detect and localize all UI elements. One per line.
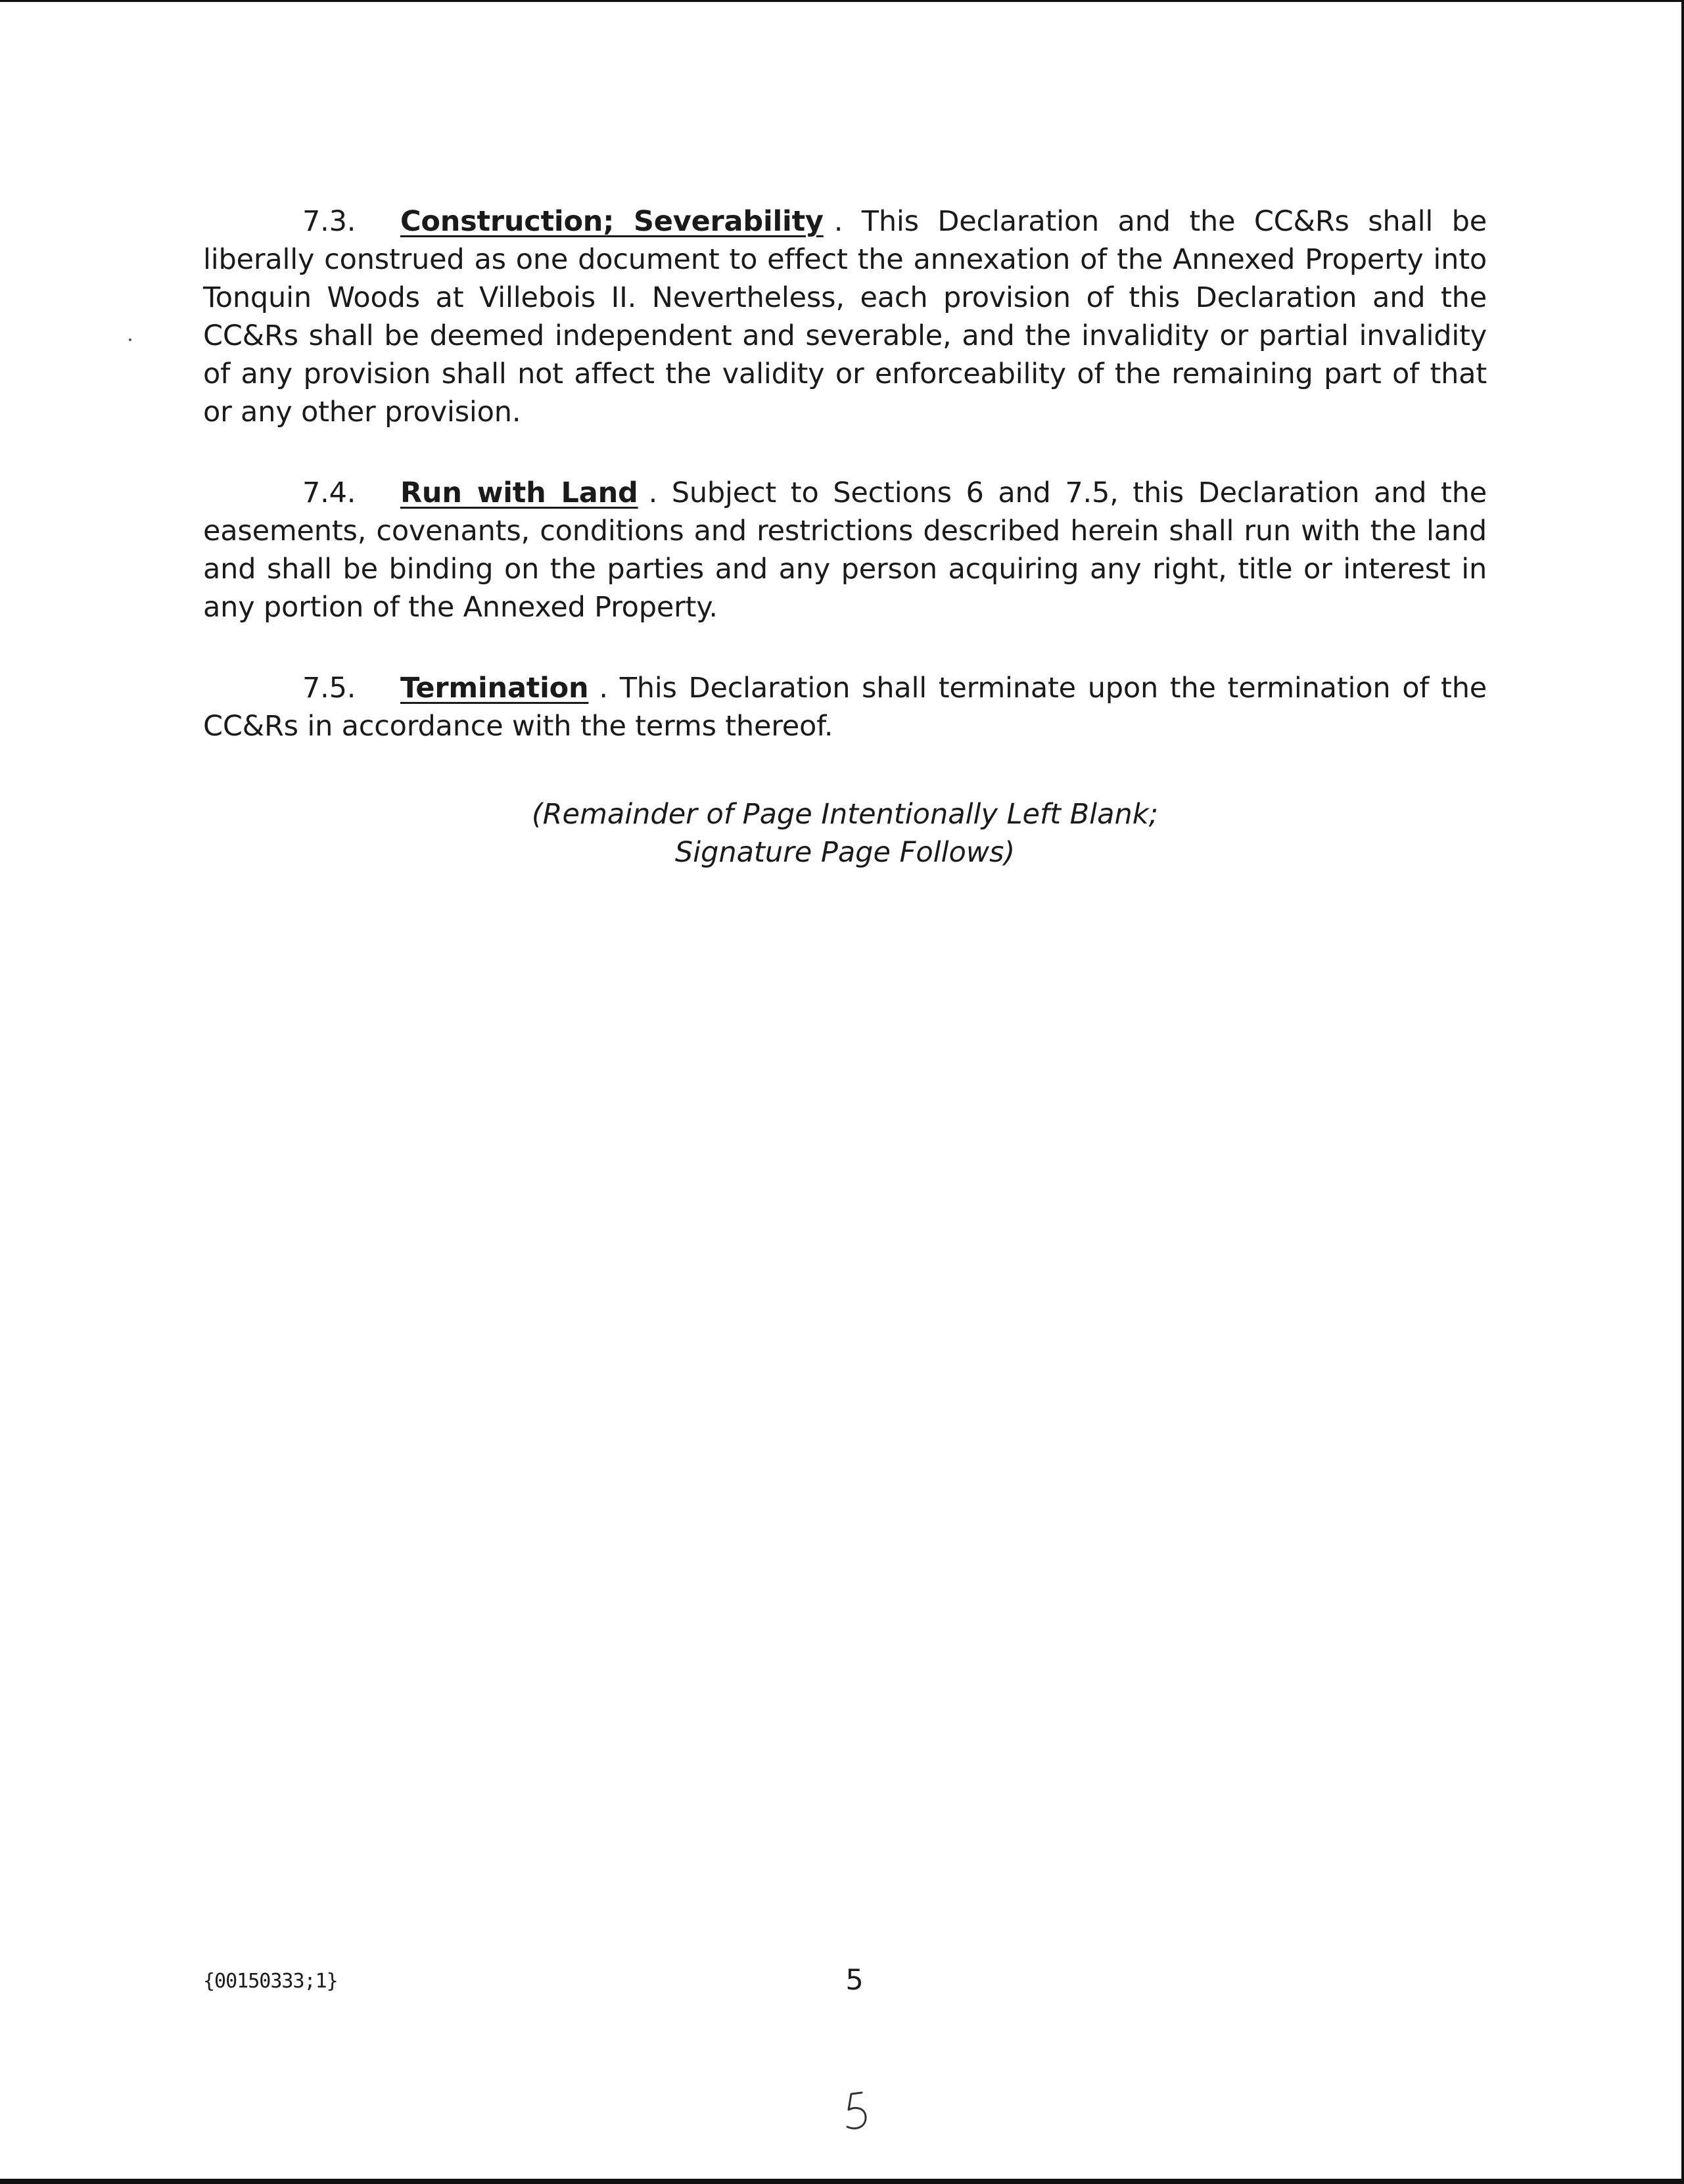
section-7-4: 7.4. Run with Land . Subject to Sections 6 and 7.5, this Declaration and the easements, covenants, conditions and restrictions described herein shall run with the land and shall be binding on the parties and any person acquiring any right, title or interest in any portion of the Annexed Property. — [203, 474, 1487, 626]
remainder-note-line-2: Signature Page Follows) — [674, 836, 1016, 869]
document-id: {00150333;1} — [203, 1970, 338, 1993]
scan-artifact-dot — [129, 338, 131, 341]
section-text: Subject to Sections 6 and 7.5, this Declaration and the easements, covenants, conditions and restrictions described herein shall run with the land and shall be binding on the parties and any person acquiring any right, title or interest in any portion of the Annexed Property. — [203, 476, 1487, 624]
section-text: This Declaration shall terminate upon the termination of the CC&Rs in accordance with the terms thereof. — [203, 672, 1487, 743]
section-7-3: 7.3. Construction; Severability . This Declaration and the CC&Rs shall be liberally construed as one document to effect the annexation of the Annexed Property into Tonquin Woods at Villebois II. Nevertheless, each provision of this Declaration and the CC&Rs shall be deemed independent and severable, and the invalidity or partial invalidity of any provision shall not affect the validity or enforceability of the remaining part of that or any other provision. — [203, 202, 1487, 431]
page-number: 5 — [845, 1964, 864, 1997]
section-7-5: 7.5. Termination . This Declaration shall terminate upon the termination of the CC&Rs in accordance with the terms thereof. — [203, 669, 1487, 745]
section-number: 7.5. — [302, 672, 356, 705]
section-text: This Declaration and the CC&Rs shall be liberally construed as one document to effect the annexation of the Annexed Property into Tonquin Woods at Villebois II. Nevertheless, each provision of this Declaration and the CC&Rs shall be deemed independent and severable, and the invalidity or partial invalidity of any provision shall not affect the validity or enforceability of the remaining part of that or any other provision. — [203, 205, 1487, 429]
section-heading: Run with Land — [400, 476, 638, 509]
section-heading: Construction; Severability — [400, 205, 824, 238]
section-number: 7.4. — [302, 476, 356, 509]
remainder-note — [203, 795, 1487, 871]
handwritten-page-number — [837, 2089, 876, 2135]
section-number: 7.3. — [302, 205, 356, 238]
section-heading: Termination — [400, 672, 589, 705]
remainder-note-line-1: (Remainder of Page Intentionally Left Blank; — [531, 798, 1159, 831]
document-body — [203, 202, 1487, 788]
